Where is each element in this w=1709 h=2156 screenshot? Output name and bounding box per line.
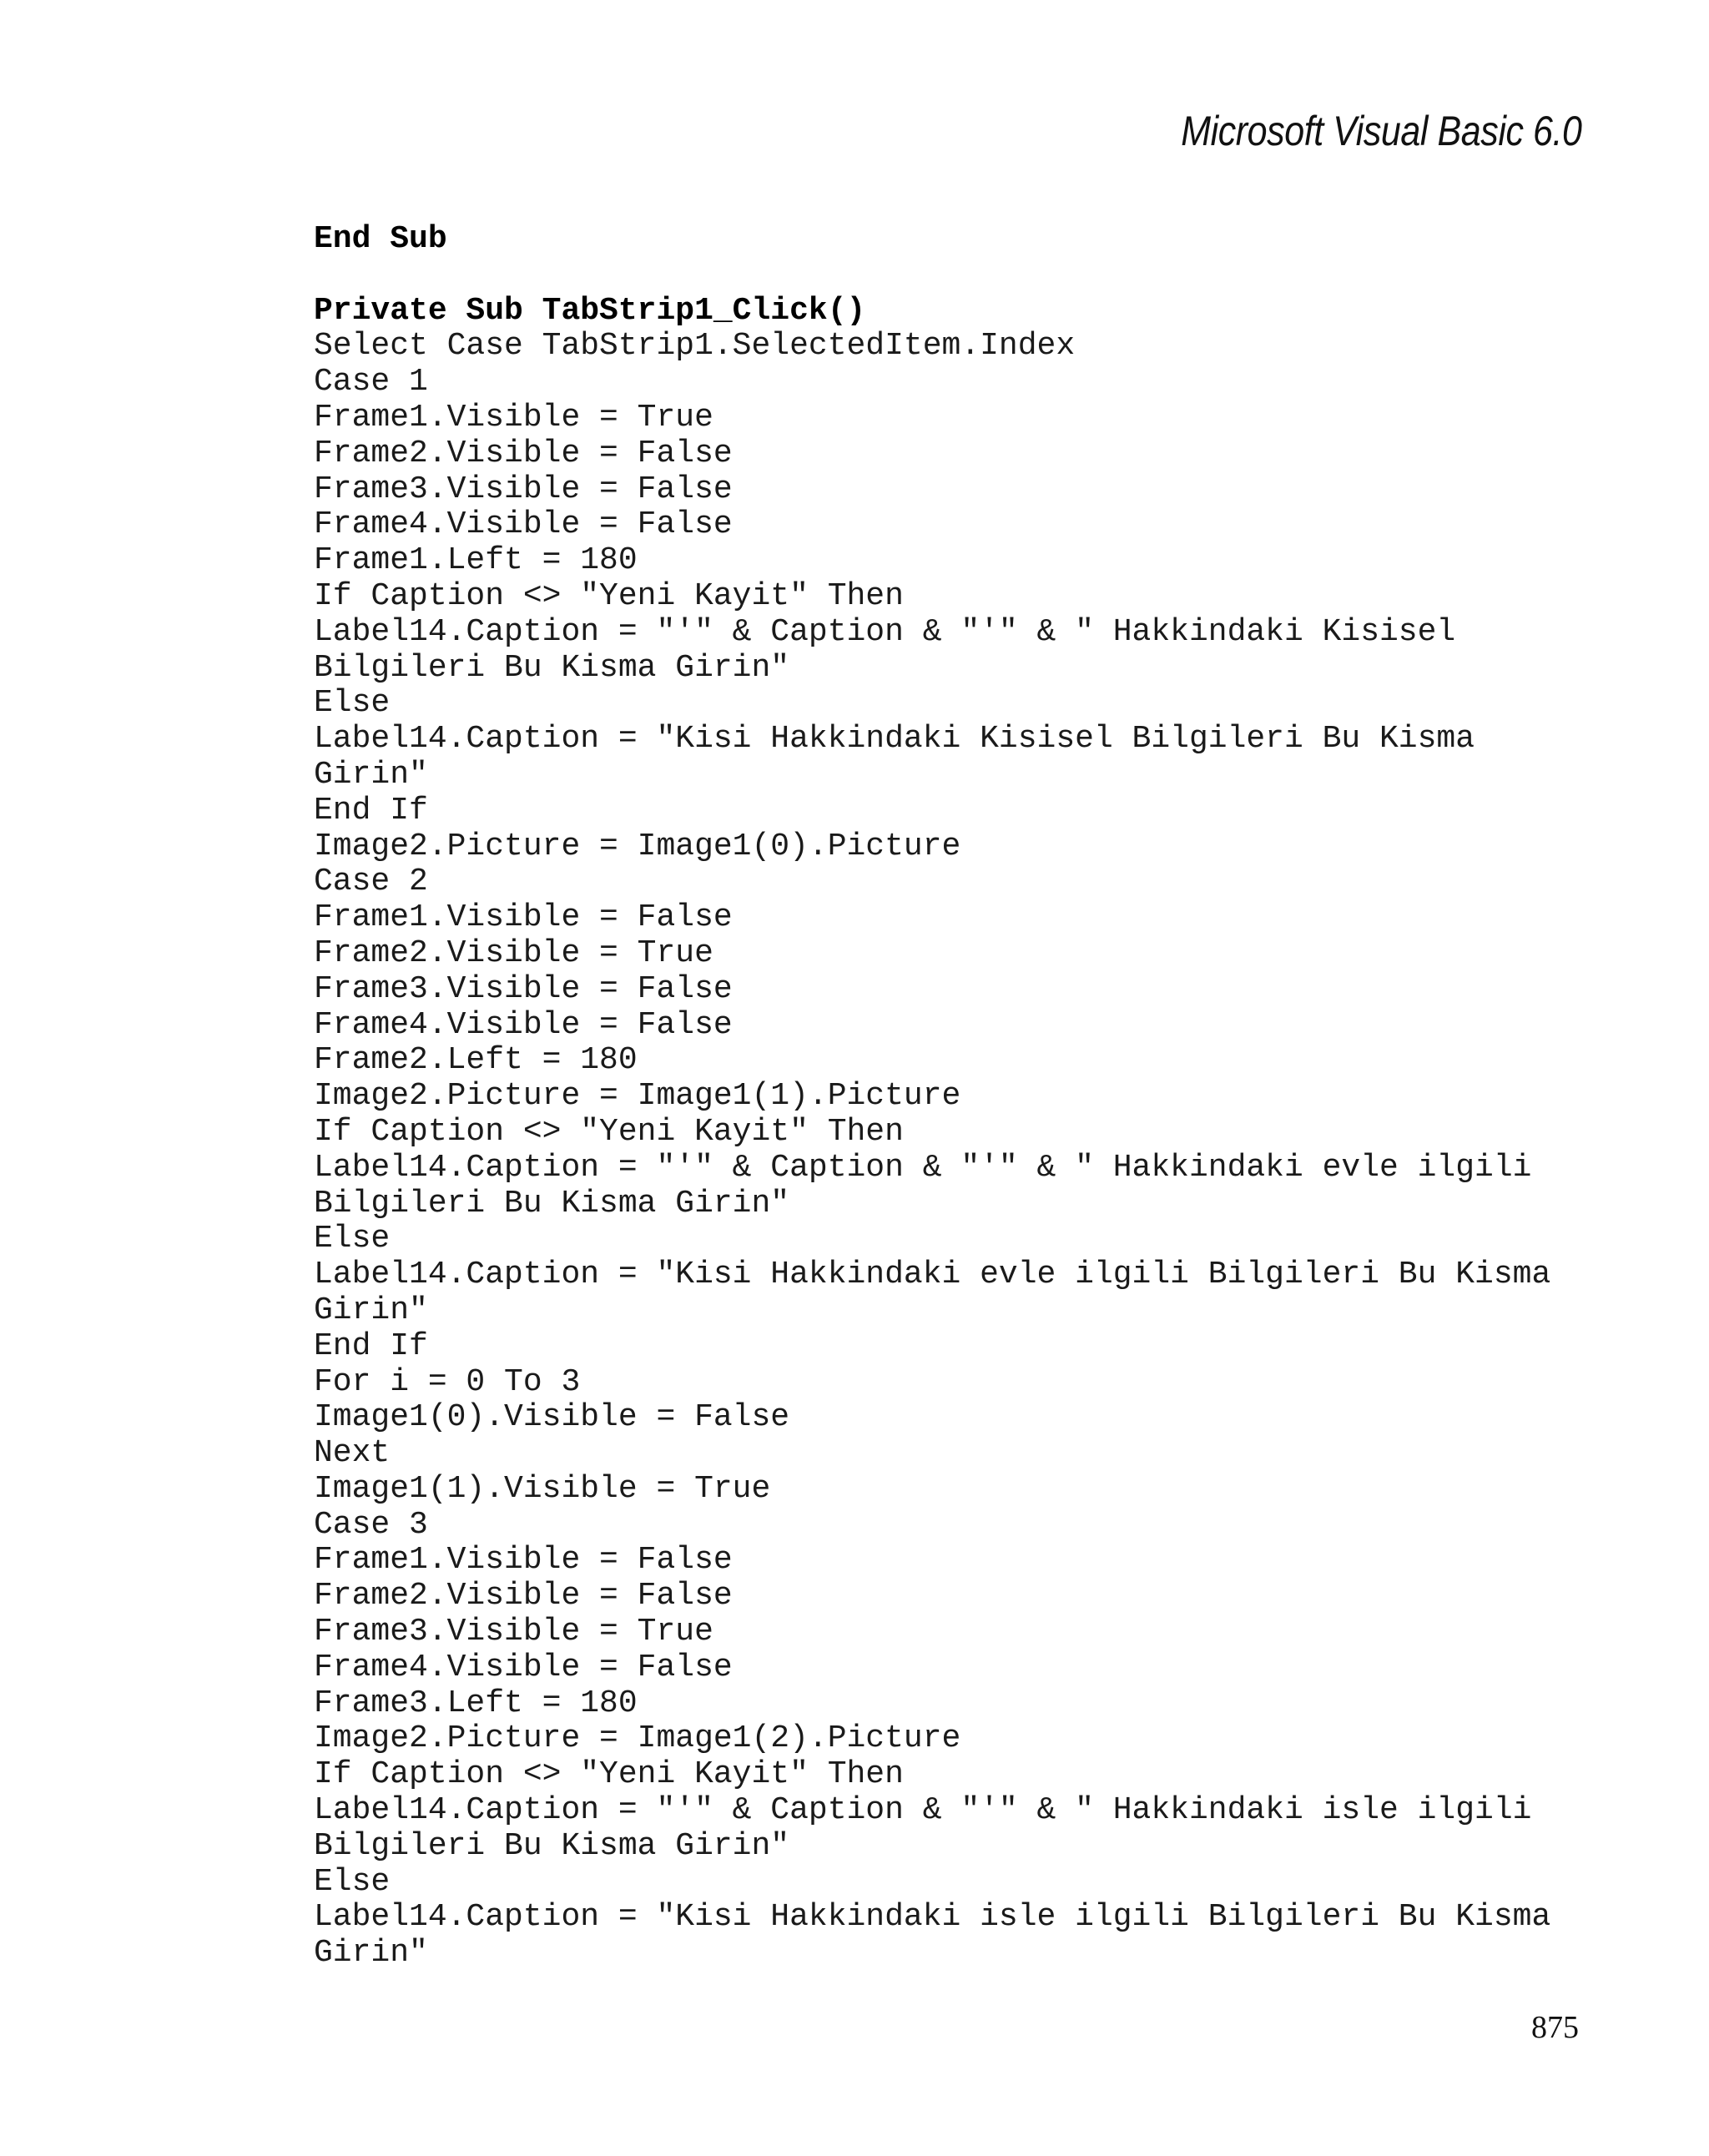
- code-line: Label14.Caption = "'" & Caption & "'" & " Hakkindaki isle ilgili: [314, 1792, 1532, 1829]
- code-line: Frame2.Visible = True: [314, 934, 713, 971]
- code-line: Image2.Picture = Image1(0).Picture: [314, 828, 961, 864]
- code-line: End If: [314, 1327, 428, 1364]
- code-line: Frame2.Left = 180: [314, 1042, 638, 1079]
- code-line: Frame1.Visible = False: [314, 1542, 733, 1579]
- code-line: Label14.Caption = "'" & Caption & "'" & " Hakkindaki evle ilgili: [314, 1149, 1532, 1186]
- code-line: Image2.Picture = Image1(1).Picture: [314, 1078, 961, 1115]
- code-line: Girin": [314, 1935, 428, 1972]
- running-header-title: Microsoft Visual Basic 6.0: [1181, 108, 1582, 154]
- code-line-declaration: End Sub: [314, 221, 447, 257]
- code-line: Else: [314, 1863, 391, 1900]
- page-number: 875: [1531, 2010, 1579, 2045]
- code-line: Bilgileri Bu Kisma Girin": [314, 649, 790, 686]
- code-line: Next: [314, 1435, 391, 1472]
- code-line: If Caption <> "Yeni Kayit" Then: [314, 1756, 904, 1793]
- code-line: Else: [314, 685, 391, 722]
- code-line: Label14.Caption = "'" & Caption & "'" & " Hakkindaki Kisisel: [314, 613, 1456, 650]
- code-line: Image1(0).Visible = False: [314, 1399, 790, 1436]
- code-line: Frame2.Visible = False: [314, 1578, 733, 1614]
- code-line: Case 2: [314, 864, 428, 900]
- code-line: End If: [314, 792, 428, 829]
- code-line: Frame1.Visible = True: [314, 399, 713, 436]
- code-line: Image1(1).Visible = True: [314, 1470, 771, 1507]
- code-line: Frame4.Visible = False: [314, 1649, 733, 1685]
- code-line: Frame1.Left = 180: [314, 542, 638, 579]
- code-line: Frame4.Visible = False: [314, 506, 733, 543]
- code-line: Frame3.Visible = False: [314, 970, 733, 1007]
- code-line: Bilgileri Bu Kisma Girin": [314, 1185, 790, 1222]
- code-line: Frame3.Visible = False: [314, 471, 733, 507]
- code-line: Case 1: [314, 364, 428, 400]
- code-line: Label14.Caption = "Kisi Hakkindaki isle ilgili Bilgileri Bu Kisma: [314, 1899, 1551, 1936]
- code-line: Girin": [314, 1292, 428, 1328]
- code-line: Frame3.Left = 180: [314, 1685, 638, 1721]
- code-line: Frame1.Visible = False: [314, 899, 733, 936]
- code-line: Bilgileri Bu Kisma Girin": [314, 1827, 790, 1864]
- code-line: Label14.Caption = "Kisi Hakkindaki Kisisel Bilgileri Bu Kisma: [314, 721, 1475, 758]
- code-line: [314, 258, 1666, 294]
- code-line: Image2.Picture = Image1(2).Picture: [314, 1720, 961, 1757]
- code-line: Girin": [314, 756, 428, 793]
- code-line: Frame4.Visible = False: [314, 1006, 733, 1043]
- code-line: For i = 0 To 3: [314, 1363, 581, 1400]
- code-line: Frame2.Visible = False: [314, 435, 733, 471]
- code-line: Else: [314, 1221, 391, 1257]
- code-line: Label14.Caption = "Kisi Hakkindaki evle ilgili Bilgileri Bu Kisma: [314, 1257, 1551, 1293]
- code-line: Case 3: [314, 1506, 428, 1543]
- code-line: Frame3.Visible = True: [314, 1614, 713, 1650]
- code-line: If Caption <> "Yeni Kayit" Then: [314, 1113, 904, 1150]
- code-line: If Caption <> "Yeni Kayit" Then: [314, 577, 904, 614]
- code-line: Select Case TabStrip1.SelectedItem.Index: [314, 328, 1076, 365]
- code-line-declaration: Private Sub TabStrip1_Click(): [314, 292, 866, 329]
- code-listing: [314, 222, 1666, 1972]
